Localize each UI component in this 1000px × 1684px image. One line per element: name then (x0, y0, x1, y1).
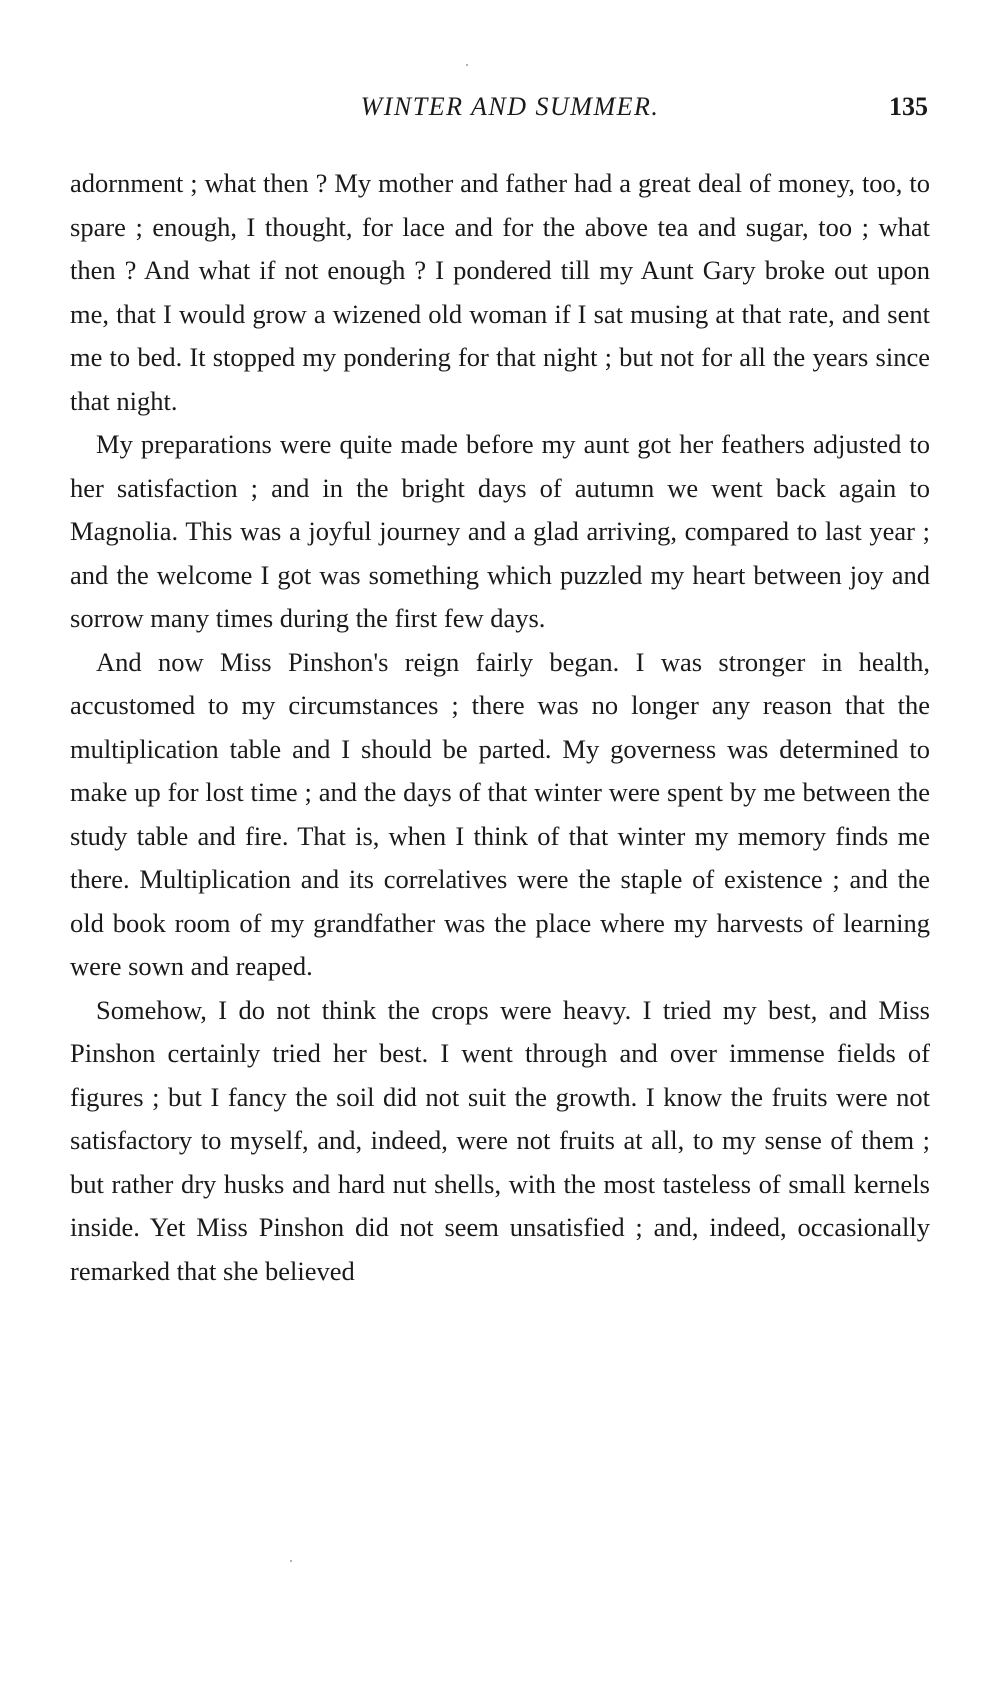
paragraph: And now Miss Pinshon's reign fairly began. I was stronger in health, accustomed to my circumstances ; there was no longer any reason that the multiplication table and I should be parted. My governess was determined to make up for lost time ; and the days of that winter were spent by me between the study table and fire. That is, when I think of that winter my memory finds me there. Multiplication and its correlatives were the staple of existence ; and the old book room of my grandfather was the place where my harvests of learning were sown and reaped. (70, 646, 930, 981)
paper-speck (466, 64, 468, 66)
paragraph: My preparations were quite made before my aunt got her feathers adjusted to her satisfaction ; and in the bright days of autumn we went back again to Magnolia. This was a joyful journey and a glad arriving, compared to last year ; and the welcome I got was something which puzzled my heart between joy and sorrow many times during the first few days. (70, 429, 930, 633)
paragraph-continued: adornment ; what then ? My mother and father had a great deal of money, too, to spare ; enough, I thought, for lace and for the above tea and sugar, too ; what then ? And what if not enough ? I pondered till my Aunt Gary broke out upon me, that I would grow a wizened old woman if I sat musing at that rate, and sent me to bed. It stopped my pondering for that night ; but not for all the years since that night. (70, 168, 930, 416)
running-head (70, 90, 930, 134)
paper-speck (290, 1560, 292, 1562)
running-title: WINTER AND SUMMER. (360, 92, 660, 121)
page-number: 135 (889, 92, 928, 121)
paragraph: Somehow, I do not think the crops were heavy. I tried my best, and Miss Pinshon certainly tried her best. I went through and over immense fields of figures ; but I fancy the soil did not suit the growth. I know the fruits were not satisfactory to myself, and, indeed, were not fruits at all, to my sense of them ; but rather dry husks and hard nut shells, with the most tasteless of small kernels inside. Yet Miss Pinshon did not seem unsatisfied ; and, indeed, occasionally remarked that she believed (70, 994, 930, 1286)
body-text (70, 162, 930, 1293)
